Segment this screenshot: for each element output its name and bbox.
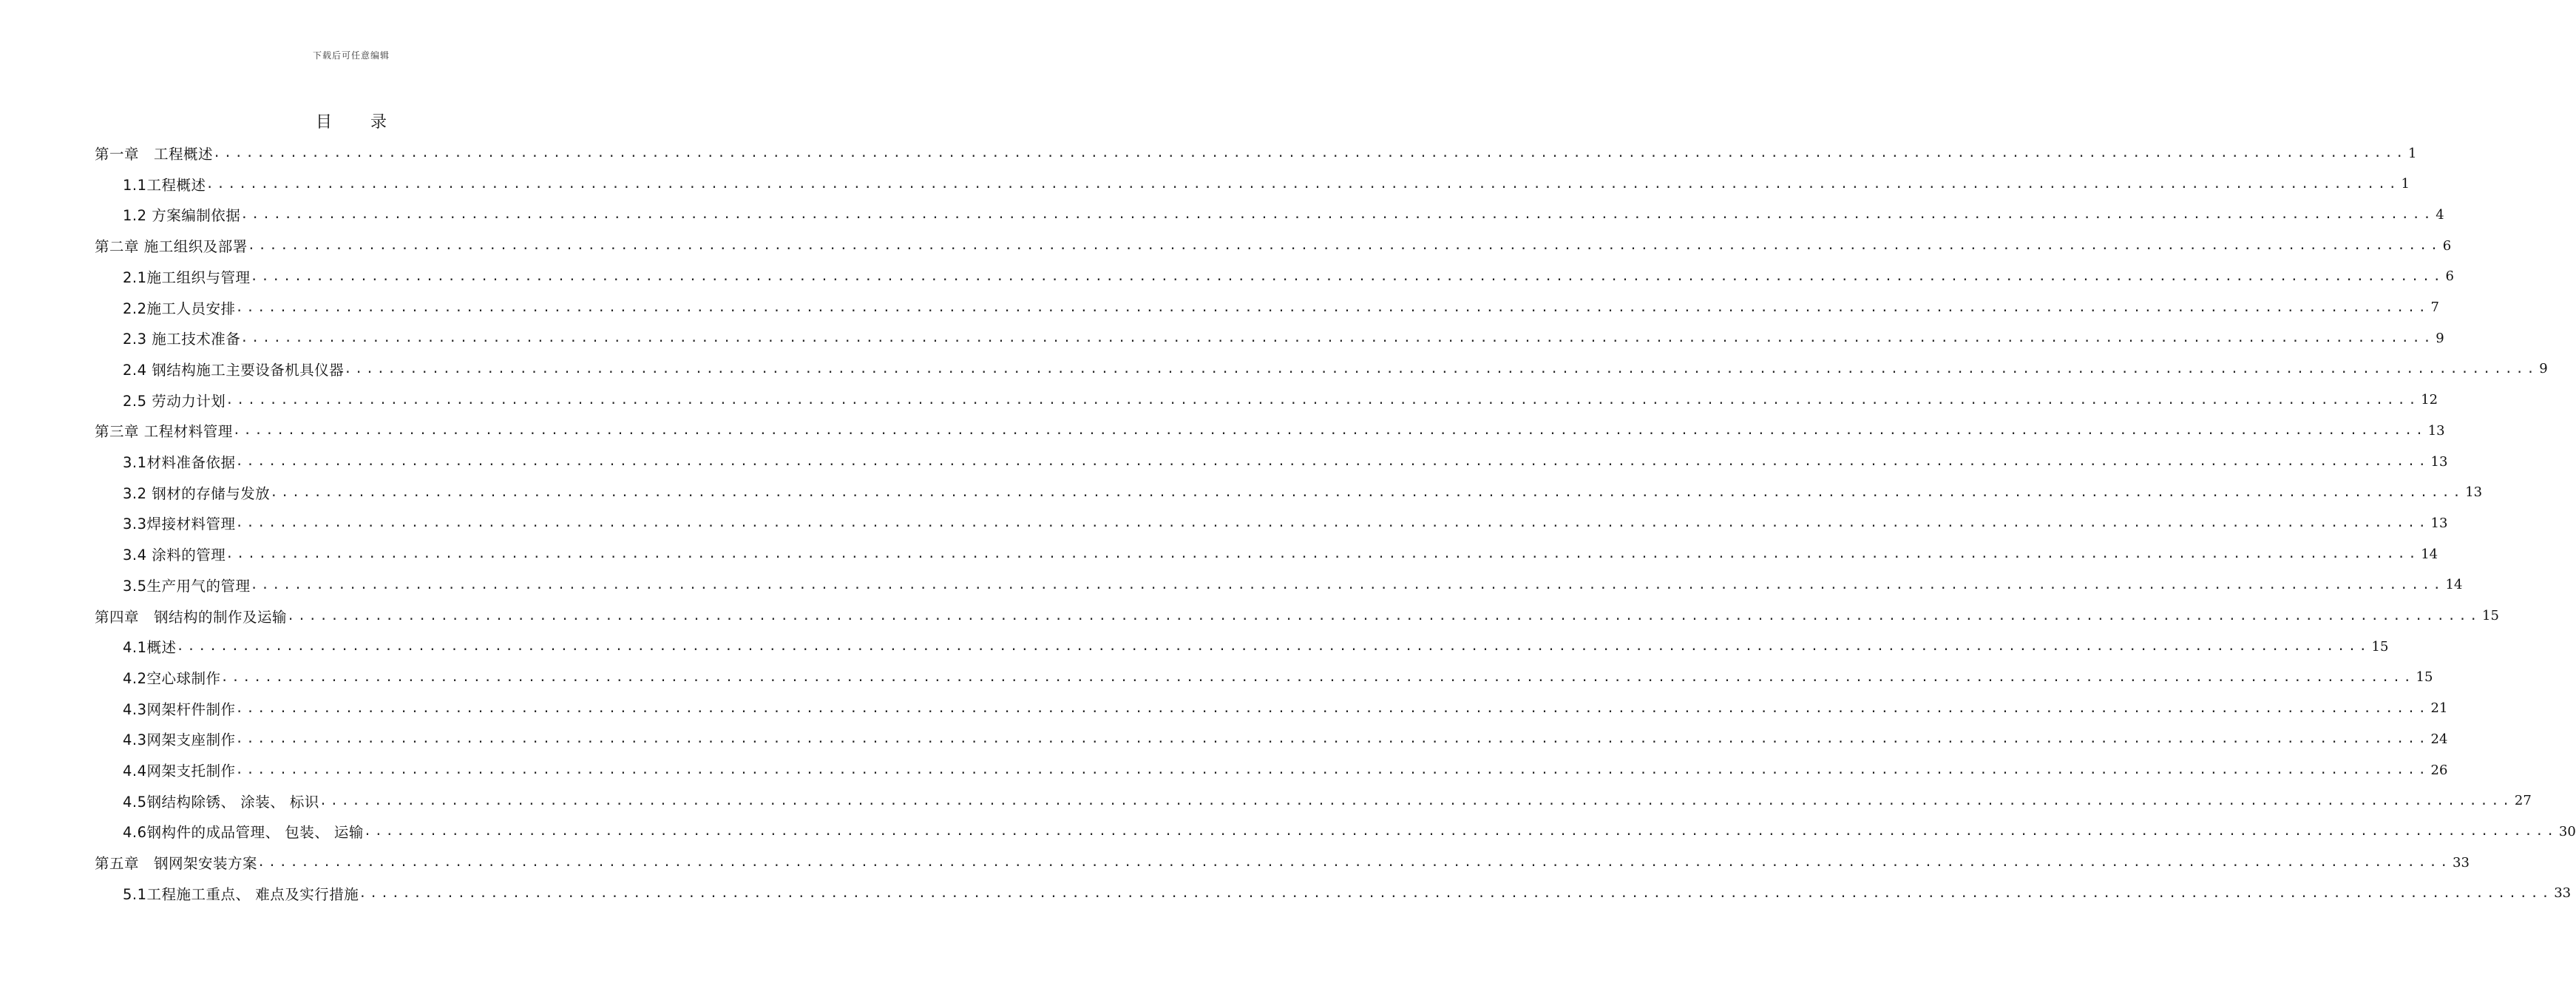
toc-dot-leader: ........................................................................................................................................................................................................ (176, 639, 2370, 655)
toc-entry-title: 3.3焊接材料管理 (123, 515, 236, 533)
toc-section-entry[interactable] (123, 816, 2576, 847)
toc-section-entry[interactable] (123, 569, 2463, 601)
toc-section-entry[interactable] (123, 477, 2483, 508)
toc-dot-leader: ........................................................................................................................................................................................................ (344, 361, 2538, 376)
toc-page-number: 26 (2430, 762, 2448, 778)
toc-dot-leader: ........................................................................................................................................................................................................ (235, 454, 2430, 469)
toc-page-number: 6 (2442, 237, 2452, 254)
toc-entry-title: 第一章 工程概述 (95, 146, 214, 163)
toc-entry-title: 4.2空心球制作 (123, 669, 221, 687)
toc-section-entry[interactable] (123, 693, 2448, 724)
toc-page-number: 27 (2514, 793, 2532, 809)
toc-dot-leader: ........................................................................................................................................................................................................ (235, 300, 2430, 315)
toc-section-entry[interactable] (123, 631, 2389, 662)
toc-page-number: 14 (2421, 546, 2438, 562)
toc-entry-title: 4.5钢结构除锈、 涂装、 标识 (123, 793, 319, 811)
toc-section-entry[interactable] (123, 878, 2572, 909)
toc-entry-title: 1.1工程概述 (123, 176, 206, 194)
toc-dot-leader: ........................................................................................................................................................................................................ (287, 608, 2481, 623)
toc-entry-title: 2.1施工组织与管理 (123, 268, 251, 286)
toc-section-entry[interactable] (123, 385, 2438, 416)
toc-dot-leader: ........................................................................................................................................................................................................ (240, 207, 2435, 223)
toc-page-number: 9 (2539, 361, 2548, 377)
toc-entry-title: 2.2施工人员安排 (123, 300, 236, 317)
toc-page-number: 13 (2465, 484, 2483, 501)
toc-section-entry[interactable] (123, 354, 2548, 385)
toc-entry-title: 第五章 钢网架安装方案 (95, 855, 258, 873)
toc-title: 目录 (315, 113, 425, 132)
toc-page-number: 9 (2436, 330, 2444, 346)
toc-dot-leader: ........................................................................................................................................................................................................ (235, 515, 2430, 531)
toc-page-number: 12 (2421, 392, 2438, 408)
toc-entry-title: 3.1材料准备依据 (123, 454, 236, 471)
toc-page-number: 33 (2554, 885, 2572, 902)
toc-dot-leader: ........................................................................................................................................................................................................ (240, 331, 2435, 346)
toc-entry-title: 第二章 施工组织及部署 (95, 238, 248, 256)
toc-chapter-entry[interactable] (95, 415, 2445, 446)
toc-page-number: 15 (2416, 669, 2433, 686)
toc-entry-title: 3.2 钢材的存储与发放 (123, 484, 271, 502)
toc-page-number: 15 (2482, 608, 2499, 623)
toc-page-number: 1 (2401, 176, 2410, 192)
toc-page-number: 33 (2453, 854, 2470, 870)
toc-dot-leader: ........................................................................................................................................................................................................ (235, 700, 2430, 716)
toc-page-number: 1 (2408, 145, 2417, 161)
toc-page-number: 14 (2445, 577, 2463, 593)
toc-entry-title: 2.5 劳动力计划 (123, 392, 226, 410)
toc-section-entry[interactable] (123, 538, 2438, 569)
toc-dot-leader: ........................................................................................................................................................................................................ (206, 176, 2400, 192)
toc-dot-leader: ........................................................................................................................................................................................................ (213, 146, 2407, 160)
toc-chapter-entry[interactable] (95, 138, 2417, 169)
toc-entry-title: 4.1概述 (123, 639, 177, 657)
toc-dot-leader: ........................................................................................................................................................................................................ (363, 824, 2558, 839)
toc-section-entry[interactable] (123, 169, 2410, 200)
toc-entry-title: 第三章 工程材料管理 (95, 423, 233, 441)
toc-dot-leader: ........................................................................................................................................................................................................ (226, 392, 2420, 408)
toc-dot-leader: ........................................................................................................................................................................................................ (250, 577, 2444, 592)
toc-entry-title: 1.2 方案编制依据 (123, 207, 241, 225)
toc-dot-leader: ........................................................................................................................................................................................................ (250, 268, 2444, 284)
toc-page-number: 7 (2430, 300, 2439, 315)
toc-section-entry[interactable] (123, 261, 2454, 292)
toc-entry-title: 4.3网架杆件制作 (123, 700, 236, 718)
toc-dot-leader: ........................................................................................................................................................................................................ (235, 731, 2430, 747)
toc-entry-title: 3.4 涂料的管理 (123, 547, 226, 564)
toc-section-entry[interactable] (123, 785, 2532, 816)
toc-dot-leader: ........................................................................................................................................................................................................ (247, 238, 2441, 254)
toc-chapter-entry[interactable] (95, 601, 2499, 632)
toc-dot-leader: ........................................................................................................................................................................................................ (235, 763, 2430, 777)
toc-section-entry[interactable] (123, 507, 2448, 538)
toc-dot-leader: ........................................................................................................................................................................................................ (220, 669, 2415, 685)
toc-entry-title: 5.1工程施工重点、 难点及实行措施 (123, 885, 359, 903)
toc-section-entry[interactable] (123, 292, 2439, 323)
toc-entry-title: 3.5生产用气的管理 (123, 577, 251, 595)
toc-section-entry[interactable] (123, 723, 2448, 754)
toc-section-entry[interactable] (123, 199, 2444, 230)
toc-chapter-entry[interactable] (95, 230, 2452, 261)
toc-section-entry[interactable] (123, 754, 2448, 785)
page-header: 下载后可任意编辑 (312, 50, 390, 61)
toc-section-entry[interactable] (123, 662, 2433, 693)
toc-page-number: 15 (2371, 638, 2389, 655)
toc-page-number: 6 (2445, 268, 2454, 285)
toc-entry-title: 4.6钢构件的成品管理、 包装、 运输 (123, 824, 364, 842)
toc-page-number: 24 (2430, 731, 2448, 747)
toc-page-number: 13 (2430, 453, 2448, 470)
toc-entry-title: 4.3网架支座制作 (123, 731, 236, 749)
toc-page-number: 13 (2427, 422, 2445, 439)
toc-section-entry[interactable] (123, 322, 2444, 354)
toc-page-number: 4 (2436, 206, 2444, 223)
toc-entry-title: 2.4 钢结构施工主要设备机具仪器 (123, 361, 345, 379)
toc-chapter-entry[interactable] (95, 847, 2470, 878)
toc-dot-leader: ........................................................................................................................................................................................................ (270, 484, 2464, 500)
toc-dot-leader: ........................................................................................................................................................................................................ (257, 855, 2451, 870)
toc-entry-title: 4.4网架支托制作 (123, 763, 236, 780)
toc-dot-leader: ........................................................................................................................................................................................................ (319, 793, 2513, 808)
toc-dot-leader: ........................................................................................................................................................................................................ (232, 423, 2427, 439)
toc-entry-title: 2.3 施工技术准备 (123, 331, 241, 348)
toc-dot-leader: ........................................................................................................................................................................................................ (359, 885, 2553, 901)
toc-page-number: 13 (2430, 515, 2448, 531)
toc-entry-title: 第四章 钢结构的制作及运输 (95, 608, 288, 626)
toc-dot-leader: ........................................................................................................................................................................................................ (226, 547, 2420, 562)
toc-section-entry[interactable] (123, 446, 2448, 477)
toc-page-number: 30 (2558, 823, 2576, 839)
toc-page-number: 21 (2430, 700, 2448, 717)
